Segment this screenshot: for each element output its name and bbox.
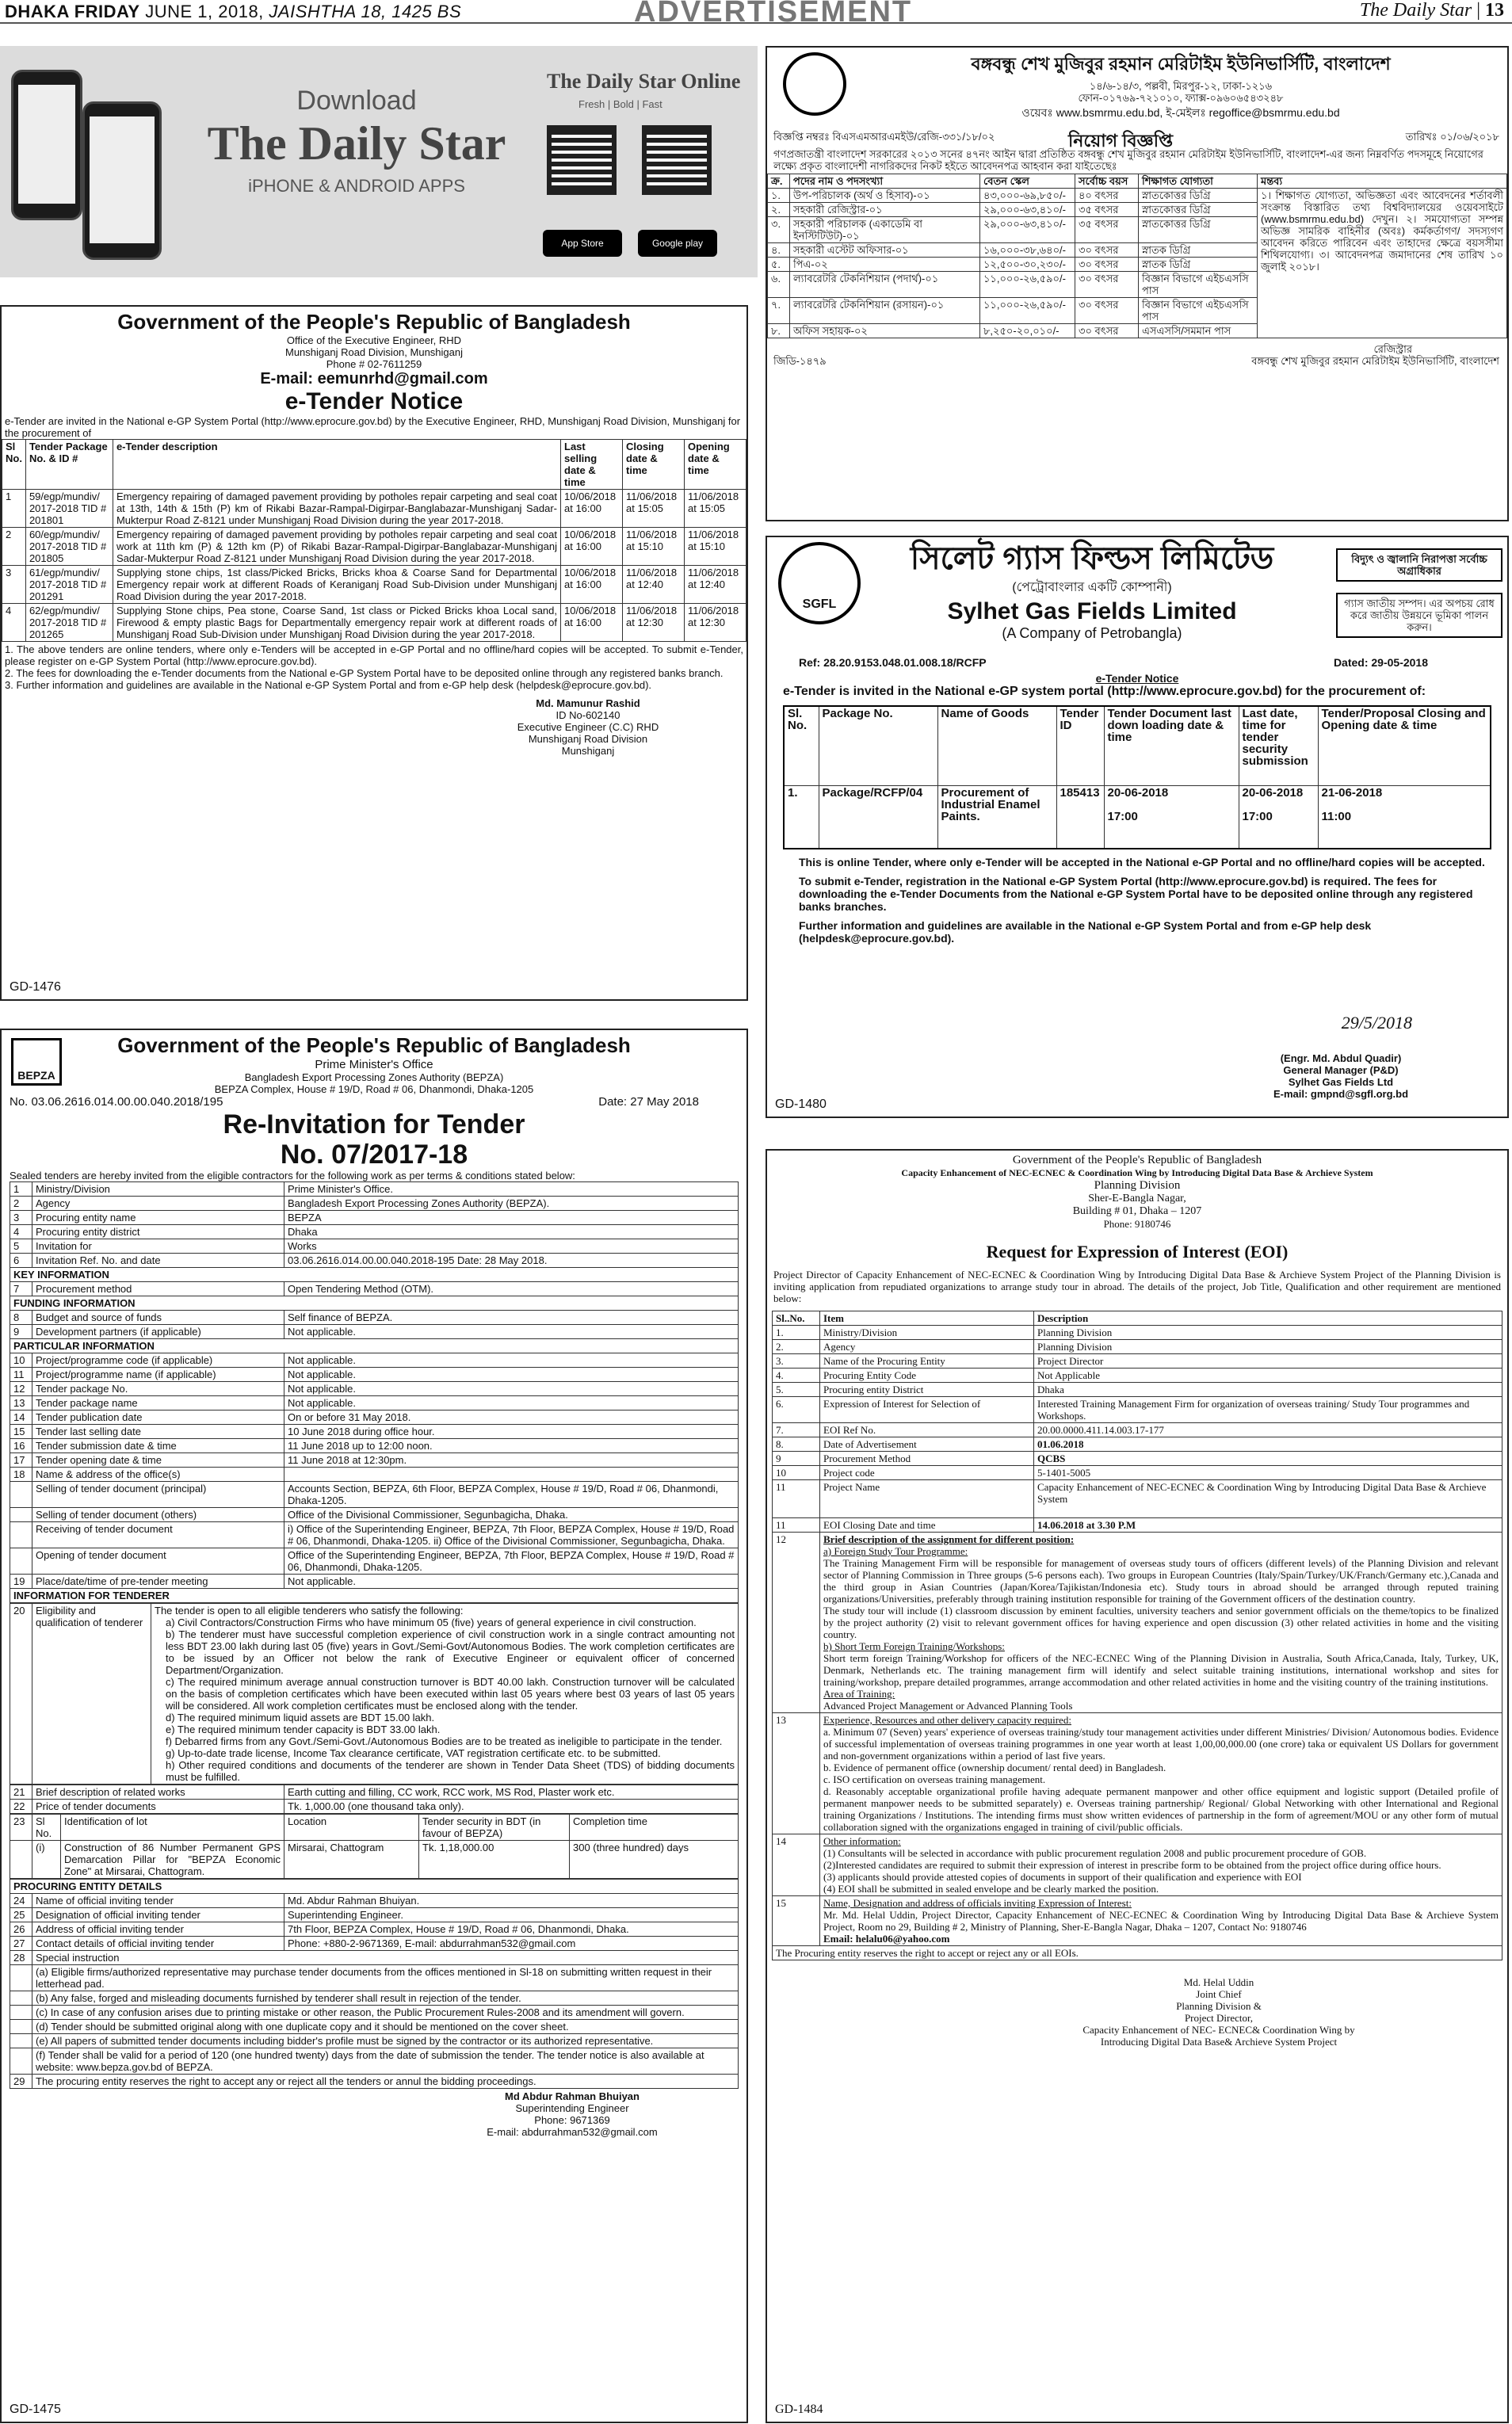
col-header: Tender Package No. & ID # bbox=[25, 440, 113, 490]
company-name-bn: সিলেট গ্যাস ফিল্ডস লিমিটেড bbox=[910, 541, 1274, 576]
table-row: PARTICULAR INFORMATION bbox=[10, 1339, 739, 1353]
table-row: Selling of tender document (principal) Accounts Section, BEPZA, 6th Floor, BEPZA Complex, House # 19/D, Road # 06, Dhanmondi, Dhaka-1205. bbox=[10, 1482, 739, 1508]
table-row: 13 Tender package name Not applicable. bbox=[10, 1396, 739, 1411]
slogan-box: বিদ্যুৎ ও জ্বালানি নিরাপত্তা সর্বোচ্চ অগ্রাধিকার bbox=[1336, 548, 1502, 582]
note: Further information and guidelines are available in the National e-GP System Portal and from e-GP help desk (helpdesk@eprocure.gov.bd). bbox=[799, 919, 1372, 945]
note: To submit e-Tender, registration in the National e-GP System Portal (http://www.eprocure.gov.bd) is required. The fees for downloading the e-Tender Documents from the National e-GP System Portal have to be deposited online through any registered banks branches. bbox=[799, 875, 1473, 913]
table-row: 3 61/egp/mundiv/ 2017-2018 TID # 201291 Supplying stone chips, 1st class/Picked Bricks, Bricks khoa & Coarse Sand for Departmental Emergency repair work at different Roads of Keraniganj Road Sub-Division under Munshiganj Road Division during the year 2017-2018. 10/06/2018 at 16:00 11/06/2018 at 12:40 11/06/2018 at 12:40 bbox=[2, 566, 746, 604]
table-row: 11 Project/programme name (if applicable) Not applicable. bbox=[10, 1368, 739, 1382]
eoi-notice bbox=[766, 1149, 1509, 2423]
gov-heading: Government of the People's Republic of Bangladesh bbox=[1012, 1154, 1262, 1166]
signature-block: (Engr. Md. Abdul Quadir) General Manager (P&D) Sylhet Gas Fields Ltd E-mail: gmpnd@sgfl.org.bd bbox=[1273, 1052, 1409, 1100]
gov-heading: Government of the People's Republic of Bangladesh bbox=[117, 310, 631, 334]
gov-heading: Government of the People's Republic of Bangladesh bbox=[117, 1033, 631, 1057]
sgfl-logo: SGFL bbox=[778, 542, 861, 624]
web-line: ওয়েবঃ www.bsmrmu.edu.bd, ই-মেইলঃ regoffice@bsmrmu.edu.bd bbox=[1021, 106, 1340, 119]
table-row: KEY INFORMATION bbox=[10, 1268, 739, 1282]
col-header: Last selling date & time bbox=[561, 440, 623, 490]
phone-line: ফোন-০১৭৬৯-৭২১০১০, ফ্যাক্স-০৯৬০৬৫৪৩২৪৮ bbox=[1078, 92, 1284, 104]
address-line: Sher-E-Bangla Nagar, bbox=[1088, 1193, 1186, 1204]
signature-date: 29/5/2018 bbox=[1341, 1013, 1412, 1033]
eoi-table: Sl..No. Item Description 1. Ministry/Division Planning Division 2. Agency Planning Division 3. Name of the Procuring Entity Project Director 4. Procuring Entity Code Not Applicable 5. Procuring entity District Dhaka 6. Expression of Interest for Selection of Interested Training Management Firm for organization of overseas training/ Study Tour programmes and Workshops. 7. EOI Ref No. 20.00.0000.411.14.003.17-177 8. Date of Advertisement 01.06.2018 9 Procurement Method QCBS 10 Project code 5-1401-5005 11 Project Name Capacity Enhancement of NEC-ECNEC & Coordination Wing by Introducing Digital Data Base & Archieve System 11 EOI Closing Date and time 14.06.2018 at 3.30 P.M 12 Brief description of the assignment for different position: a) Foreign Study Tour Programme: The Training Management Firm will be responsible for management of overseas study tours of officers (different levels) of the Planning Division and relevant sector of Planning Commission in Three groups (5-6 persons each). Two groups in European Countries (Italy/Spain/Turkey/UK/Franch/Germany etc.),Canada and the third group in Asian Countries (Japan/Korea/Tajikistan/Indonesia etc). Study tours in abroad should be arranged through reputed training organizations/Universities, preferably through training institution responsible for training of the Government officers of the destination country. The study tour will include (1) classroom discussion by eminent faculties, university teachers and senior government officials on the theme/topics to be finalized by the project authority (2) visit to relevant government offices for having experience and open discussion (3) other related activities in home and the visiting country. b) Short Term Foreign Training/Workshops: Short term foreign Training/Workshop for officers of the NEC-ECNEC Wing of the Planning Division in Australia, South Africa,Canada, Italy, Turkey, UK, Denmark, Netherlands etc. The training management firm will identify and select suitable training institutions, international workshop and sites for training/workshop, prepare detailed programmes, arrange accommodation and other related activities in home and the visiting country of the training institutions. Area of Training: Advanced Project Management or Advanced Planning Tools 13 Experience, Resources and other delivery capacity required: a. Minimum 07 (Seven) years' experience of overseas training/study tour management activities under different Ministries/ Division/ Autonomous bodies. Evidence of successful implementation of overseas training programmes in one year worth at least 1,00,00,000.00 (one crore) taka or equivalent US Dollars for government and non-government organizations within a period of last five years. b. Evidence of permanent office (ownership document/ rental deed) in Bangladesh. c. ISO certification on overseas training management. d. Reasonably acceptable organizational profile having adequate permanent manpower and other office equipment and logistic support (Detailed profile of permanent manpower needs to be submitted separately) e. Overseas training partnership/ Regional/ Global Networking with other International and Regional training Organizations / Institutions. The intending firms must show written evidences of partnership in the form of agreement/MOU or any other form of mutual collaboration signed with the organizations engaged in training of civil/public officials. 14 Other information: (1) Consultants will be selected in accordance with public procurement regulation 2008 and public procurement procedure of GOB. (2)Interested candidates are required to submit their expression of interest in prescribe form to be obtained from the project office during office hours. (3) applicants should provide attested copies of documents in support of their qualification and experience with EOI (4) EOI shall be submitted in sealed envelope and be clearly marked the position. 15 Name, Designation and address of officials inviting Expression of Interest: Mr. Md. Helal Uddin, Project Director, Capacity Enhancement of NEC-ECNEC & Coordination Wing by Introducing Digital Data Base & Archieve System Project, Room no 29, Building # 2, Ministry of Planning, Sher-E-Bangla Nagar, Dhaka – 1207, Contact No: 9180746 Email: helalu06@yahoo.com The Procuring entity reserves the right to accept or reject any or all EOIs. bbox=[772, 1311, 1502, 1960]
col-header: Closing date & time bbox=[623, 440, 685, 490]
signature-block: Md Abdur Rahman Bhuiyan Superintending Engineer Phone: 9671369 E-mail: abdurrahman532@gmail.com bbox=[487, 2090, 658, 2138]
gd-code: GD-1475 bbox=[10, 2403, 61, 2416]
table-row: 7 Procurement method Open Tendering Method (OTM). bbox=[10, 1282, 739, 1296]
notice-date: Dated: 29-05-2018 bbox=[1333, 656, 1428, 669]
phone-line: Phone: 9180746 bbox=[1103, 1218, 1171, 1230]
qr-code-icon bbox=[642, 125, 712, 195]
office-line: Munshiganj Road Division, Munshiganj bbox=[284, 346, 463, 358]
project-heading: Capacity Enhancement of NEC-ECNEC & Coordination Wing by Introducing Digital Data Base & Archieve System bbox=[901, 1167, 1373, 1178]
table-row: Selling of tender document (others) Office of the Divisional Commissioner, Segunbagicha, Dhaka. bbox=[10, 1508, 739, 1522]
app-store-badge[interactable]: App Store bbox=[543, 230, 622, 257]
daily-star-app-ad bbox=[0, 46, 758, 277]
address-line: Building # 01, Dhaka – 1207 bbox=[1072, 1205, 1202, 1217]
table-row: 2 Agency Bangladesh Export Processing Zones Authority (BEPZA). bbox=[10, 1197, 739, 1211]
division: Planning Division bbox=[1094, 1179, 1181, 1192]
table-row: 18 Name & address of the office(s) bbox=[10, 1468, 739, 1482]
post-table: ক্র. পদের নাম ও পদসংখ্যা বেতন স্কেল সর্বোচ্চ বয়স শিক্ষাগত যোগ্যতা মন্তব্য ১. উপ-পরিচালক (অর্থ ও হিসাব)-০১ ৪৩,০০০-৬৯,৮৫০/- ৪০ বৎসর স্নাতকোত্তর ডিগ্রি ১। শিক্ষাগত যোগ্যতা, অভিজ্ঞতা এবং আবেদনের শর্তাবলী সংক্রান্ত বিস্তারিত তথ্য বিশ্ববিদ্যালয়ের ওয়েবসাইটে (www.bsmrmu.edu.bd) দেখুন। ২। সমযোগ্যতা সম্পন্ন অভিজ্ঞ সামরিক বাহিনীর (অবঃ) কর্মকর্তাগণ/ সদস্যগণ আবেদন করিতে পারিবেন এবং তাহাদের ক্ষেত্রে বয়সসীমা শিথিলযোগ্য। ৩। আবেদনপত্র জমাদানের শেষ তারিখ ১০ জুলাই ২০১৮। ২. সহকারী রেজিস্ট্রার-০১ ২৯,০০০-৬৩,৪১০/- ৩৫ বৎসর স্নাতকোত্তর ডিগ্রি ৩. সহকারী পরিচালক (একাডেমি বা ইনস্টিটিউট)-০১ ২৯,০০০-৬৩,৪১০/- ৩৫ বৎসর স্নাতকোত্তর ডিগ্রি ৪. সহকারী এস্টেট অফিসার-০১ ১৬,০০০-৩৮,৬৪০/- ৩০ বৎসর স্নাতক ডিগ্রি ৫. পিএ-০২ ১২,৫০০-৩০,২৩০/- ৩০ বৎসর স্নাতক ডিগ্রি ৬. ল্যাবরেটরি টেকনিশিয়ান (পদার্থ)-০১ ১১,০০০-২৬,৫৯০/- ৩০ বৎসর বিজ্ঞান বিভাগে এইচএসসি পাস ৭. ল্যাবরেটরি টেকনিশিয়ান (রসায়ন)-০১ ১১,০০০-২৬,৫৯০/- ৩০ বৎসর বিজ্ঞান বিভাগে এইচএসসি পাস ৮. অফিস সহায়ক-০২ ৮,২৫০-২০,০১০/- ৩০ বৎসর এসএসসি/সমমান পাস bbox=[767, 174, 1507, 338]
company-name: Sylhet Gas Fields Limited bbox=[947, 598, 1237, 624]
table-row: 4 62/egp/mundiv/ 2017-2018 TID # 201265 Supplying Stone chips, Pea stone, Coarse Sand, 1st class or Picked Bricks khoa Local sand, Firewood & empty plastic Bags for Departmentally emergency repair work at different roads of Munshiganj Road Sub-Division under Munshiganj Road Division during the year 2017-2018. 10/06/2018 at 16:00 11/06/2018 at 12:30 11/06/2018 at 12:30 bbox=[2, 604, 746, 642]
registrar: রেজিস্ট্রার bbox=[1373, 343, 1412, 355]
bsmrmu-recruitment-notice bbox=[766, 46, 1509, 521]
table-row: 6 Invitation Ref. No. and date 03.06.2616.014.00.00.040.2018-195 Date: 28 May 2018. bbox=[10, 1254, 739, 1268]
notice-title: নিয়োগ বিজ্ঞপ্তি bbox=[1068, 131, 1174, 151]
phone-illustration bbox=[82, 101, 162, 260]
table-row: 5 Invitation for Works bbox=[10, 1239, 739, 1254]
rhd-etender-notice: Government of the People's Republic of Bangladesh Office of the Executive Engineer, RHD Munshiganj Road Division, Munshiganj Phone # 02-7611259 E-mail: eemunrhd@gmail.com e-Tender Notice e-Tender are invited in the National e-GP System Portal (http://www.eprocure.gov.bd) by the Executive Engineer, RHD, Munshiganj Road Division, Munshiganj for the procurement of Sl No. Tender Package No. & ID # e-Tender description Last selling date & time Closing date & time Opening date & time 1 59/egp/mundiv/ 2017-2018 TID # 201801 Emergency repairing of damaged pavement providing by potholes repair carpeting and seal coat at 13th, 14th & 15th (P) km of Rikabi Bazar-Rampal-Digirpar-Banglabazar-Munshiganj Sadar-Mukterpur Road Z-8121 under Munshiganj Road Division during the year 2017-2018. 10/06/2018 at 16:00 11/06/2018 at 15:05 11/06/2018 at 15:05 2 60/egp/mundiv/ 2017-2018 TID # 201805 Emergency repairing of damaged pavement providing by potholes repair carpeting and seal coat work at 11th km (P) & 12th km (P) of Rikabi Bazar-Rampal-Digirpar-Banglabazar-Munshiganj Sadar-Mukterpur Road Z-8121 under Munshiganj Road Division during the year 2017-2018. 10/06/2018 at 16:00 11/06/2018 at 15:10 11/06/2018 at 15:10 3 61/egp/mundiv/ 2017-2018 TID # 201291 Supplying stone chips, 1st class/Picked Bricks, Bricks khoa & Coarse Sand for Departmental Emergency repair work at different Roads of Keraniganj Road Sub-Division under Munshiganj Road Division during the year 2017-2018. 10/06/2018 at 16:00 11/06/2018 at 12:40 11/06/2018 at 12:40 4 62/egp/mundiv/ 2017-2018 TID # 201265 Supplying Stone chips, Pea stone, Coarse Sand, 1st class or Picked Bricks khoa Local sand, Firewood & empty plastic Bags for Departmentally emergency repair work at different roads of Munshiganj Road Sub-Division under Munshiganj Road Division during the year 2017-2018. 10/06/2018 at 16:00 11/06/2018 at 12:30 11/06/2018 at 12:30 1. The above tenders are online tenders, where only e-Tenders will be accepted in e-GP Portal and no offline/hard copies will be accepted. To submit e-Tender, please register on e-GP System Portal (http://www.eprocure.gov.bd). 2. The fees for downloading the e-Tender documents from the National e-GP System Portal have to be deposited online through any registered banks branch. 3. Further information and guidelines are available in the National e-GP System Portal and from e-GP help desk (helpdesk@eprocure.gov.bd). Md. Mamunur Rashid ID No-602140 Executive Engineer (C.C) RHD Munshiganj Road Division Munshiganj GD-1476 bbox=[0, 305, 748, 1001]
university-seal-icon bbox=[783, 52, 846, 116]
remarks: ১। শিক্ষাগত যোগ্যতা, অভিজ্ঞতা এবং আবেদনের শর্তাবলী সংক্রান্ত বিস্তারিত তথ্য বিশ্ববিদ্যালয়ের ওয়েবসাইটে (www.bsmrmu.edu.bd) দেখুন। ২। সমযোগ্যতা সম্পন্ন অভিজ্ঞ সামরিক বাহিনীর (অবঃ) কর্মকর্তাগণ/ সদস্যগণ আবেদন করিতে পারিবেন এবং তাহাদের ক্ষেত্রে বয়সসীমা শিথিলযোগ্য। ৩। আবেদনপত্র জমাদানের শেষ তারিখ ১০ জুলাই ২০১৮। bbox=[1258, 189, 1507, 338]
table-row: 4 Procuring entity district Dhaka bbox=[10, 1225, 739, 1239]
tender-table bbox=[2, 439, 746, 642]
tender-info-table bbox=[10, 1181, 739, 1603]
gd-code: জিডি-১৪৭৯ bbox=[773, 355, 827, 367]
col-header: Opening date & time bbox=[685, 440, 746, 490]
qr-code-icon bbox=[547, 125, 617, 195]
table-row: 8 Budget and source of funds Self finance of BEPZA. bbox=[10, 1311, 739, 1325]
address-line: BEPZA Complex, House # 19/D, Road # 06, Dhanmondi, Dhaka-1205 bbox=[214, 1083, 534, 1095]
table-row: Opening of tender document Office of the Superintending Engineer, BEPZA, 7th Floor, BEPZA Complex, House # 19/D, Road # 06, Dhanmondi, Dhaka-1205. bbox=[10, 1548, 739, 1575]
gd-code: GD-1476 bbox=[10, 980, 61, 994]
company-sub: (A Company of Petrobangla) bbox=[1002, 625, 1182, 641]
tender-table: Sl. No. Package No. Name of Goods Tender ID Tender Document last down loading date & time Last date, time for tender security submission Tender/Proposal Closing and Opening date & time 1. Package/RCFP/04 Procurement of Industrial Enamel Paints. 185413 20-06-2018 17:00 20-06-2018 17:00 21-06-2018 11:00 bbox=[783, 705, 1491, 849]
phone-illustration bbox=[11, 70, 82, 220]
tagline: Fresh | Bold | Fast bbox=[578, 98, 662, 110]
google-play-badge[interactable]: Google play bbox=[638, 230, 717, 257]
intro-text: e-Tender is invited in the National e-GP system portal (http://www.eprocure.gov.bd) for the procurement of: bbox=[783, 685, 1426, 698]
lot-table: 23 Sl No. Identification of lot Location Tender security in BDT (in favour of BEPZA) Completion time (i) Construction of 86 Number Permanent GPS Demarcation Pillar for "BEPZA Economic Zone" at Mirsarai, Chattogram. Mirsarai, Chattogram Tk. 1,18,000.00 300 (three hundred) days bbox=[10, 1814, 739, 1879]
intro-text: গণপ্রজাতন্ত্রী বাংলাদেশ সরকারের ২০১৩ সনের ৪৭নং আইন দ্বারা প্রতিষ্ঠিত বঙ্গবন্ধু শেখ মুজিবুর রহমান মেরিটাইম ইউনিভার্সিটি, বাংলাদেশ-এর জন্য নিম্নবর্ণিত পদসমূহে নিয়োগের লক্ষ্যে প্রকৃত বাংলাদেশী নাগরিকদের নিকট হইতে আবেদনপত্র আহবান করা যাইতেছেঃ bbox=[773, 148, 1483, 172]
masthead-page: The Daily Star | 13 bbox=[1359, 0, 1504, 21]
daily-star-online: The Daily Star Online bbox=[547, 70, 741, 93]
table-row: 3 Procuring entity name BEPZA bbox=[10, 1211, 739, 1225]
gd-code: GD-1480 bbox=[775, 1097, 827, 1111]
signature-block: Md. Mamunur Rashid bbox=[536, 697, 640, 709]
intro-text: Sealed tenders are hereby invited from the eligible contractors for the following work as per terms & conditions stated below: bbox=[10, 1170, 575, 1181]
phone-line: Phone # 02-7611259 bbox=[326, 358, 422, 370]
signature-block: Md. Helal Uddin Joint Chief Planning Division & Project Director, Capacity Enhancement of NEC- ECNEC& Coordination Wing by Introducing Digital Data Base& Archieve System Project bbox=[1082, 1976, 1355, 2048]
table-row: 16 Tender submission date & time 11 June 2018 up to 12:00 noon. bbox=[10, 1439, 739, 1453]
table-row: 10 Project/programme code (if applicable) Not applicable. bbox=[10, 1353, 739, 1368]
col-header: e-Tender description bbox=[113, 440, 560, 490]
office-line: Office of the Executive Engineer, RHD bbox=[286, 334, 462, 346]
university-name: বঙ্গবন্ধু শেখ মুজিবুর রহমান মেরিটাইম ইউনিভার্সিটি, বাংলাদেশ bbox=[971, 54, 1391, 74]
slogan-box: গ্যাস জাতীয় সম্পদ। এর অপচয় রোধ করে জাতীয় উন্নয়নে ভূমিকা পালন করুন। bbox=[1336, 593, 1502, 638]
table-row: 12 Tender package No. Not applicable. bbox=[10, 1382, 739, 1396]
table-row: INFORMATION FOR TENDERER bbox=[10, 1589, 739, 1603]
gd-code: GD-1484 bbox=[775, 2403, 823, 2416]
bepza-logo: BEPZA bbox=[11, 1038, 62, 1086]
table-row: 2 60/egp/mundiv/ 2017-2018 TID # 201805 Emergency repairing of damaged pavement providing by potholes repair carpeting and seal coat work at 11th km (P) & 12th km (P) of Rikabi Bazar-Rampal-Digirpar-Banglabazar-Munshiganj Sadar-Mukterpur Road Z-8121 under Munshiganj Road Division during the year 2017-2018. 10/06/2018 at 16:00 11/06/2018 at 15:10 11/06/2018 at 15:10 bbox=[2, 528, 746, 566]
memo-no: বিজ্ঞপ্তি নম্বরঃ বিএসএমআরএমইউ/রেজি-৩৩১/১৮/০২ bbox=[773, 131, 995, 143]
download-text: Download bbox=[296, 86, 417, 116]
table-row: 17 Tender opening date & time 11 June 2018 at 12:30pm. bbox=[10, 1453, 739, 1468]
eligibility-table: 20 Eligibility and qualification of tenderer The tender is open to all eligible tenderers who satisfy the following: a) Civil Contractors/Construction Firms who have minimum 05 (five) years of general experience in civil construction. b) The tenderer must have successful completion experience of civil construction work in a single contract amounting not less BDT 23.00 lakh during last 05 (five) years in Govt./Semi-Govt/Autonomous Bodies. The work completion certificates are to be issued by an Officer not below the rank of Executive Engineer or equivalent officer of concerned Department/Organization. c) The required minimum average annual construction turnover is BDT 40.00 lakh. Construction turnover will be calculated on the basis of completion certificates which have been executed within last 05 years where best 03 years of last 05 years will be considered. All work completion certificates must be enclosed along with the tender. d) The required minimum liquid assets are BDT 15.00 lakh. e) The required minimum tender capacity is BDT 33.00 lakh. f) Debarred firms from any Govt./Semi-Govt./Autonomous Bodies are to be treated as ineligible to participate in the tender. g) Up-to-date trade license, Income Tax clearance certificate, VAT registration certificate etc. to be submitted. h) Other required conditions and documents of the tenderer are shown in Tender Data Sheet (TDS) of bidding documents must be fulfilled. bbox=[10, 1603, 739, 1785]
table-row: 19 Place/date/time of pre-tender meeting Not applicable. bbox=[10, 1575, 739, 1589]
office-line: Prime Minister's Office bbox=[315, 1058, 433, 1071]
notice-title: Re-Invitation for Tender bbox=[223, 1109, 525, 1139]
notes: 1. The above tenders are online tenders, where only e-Tenders will be accepted in e-GP Portal and no offline/hard copies will be accepted. To submit e-Tender, please register on e-GP System Portal (http://www.eprocure.gov.bd). 2. The fees for downloading the e-Tender documents from the National e-GP System Portal have to be deposited online through any registered banks branch. 3. Further information and guidelines are available in the National e-GP System Portal and from e-GP help desk (helpdesk@eprocure.gov.bd). bbox=[5, 643, 743, 691]
email-line: E-mail: eemunrhd@gmail.com bbox=[260, 370, 488, 387]
ref-no: No. 03.06.2616.014.00.00.040.2018/195 bbox=[10, 1095, 223, 1109]
page-dateline: DHAKA FRIDAY JUNE 1, 2018, JAISHTHA 18, 1425 BS bbox=[5, 2, 462, 21]
table-row: FUNDING INFORMATION bbox=[10, 1296, 739, 1311]
intro-text: Project Director of Capacity Enhancement of NEC-ECNEC & Coordination Wing by Introducing Digital Data Base & Archieve System Project of the Planning Division is inviting application from repudiated organizations to arrange study tour in abroad. The details of the project, Job Title, Qualification and other requirement are mentioned below: bbox=[773, 1269, 1501, 1304]
apps-text: iPHONE & ANDROID APPS bbox=[248, 176, 465, 196]
table-row: 9 Development partners (if applicable) Not applicable. bbox=[10, 1325, 739, 1339]
table-row: 1 Ministry/Division Prime Minister's Office. bbox=[10, 1182, 739, 1197]
table-row: Receiving of tender document i) Office of the Superintending Engineer, BEPZA, 7th Floor, BEPZA Complex, House # 19/D, Road # 06, Dhanmondi, Dhaka-1205. ii) Office of the Divisional Commissioner, Segunbagicha, Dhaka. bbox=[10, 1522, 739, 1548]
notice-title: e-Tender Notice bbox=[284, 388, 464, 414]
company-sub-bn: (পেট্রোবাংলার একটি কোম্পানী) bbox=[1012, 581, 1172, 594]
authority-line: Bangladesh Export Processing Zones Authority (BEPZA) bbox=[244, 1071, 504, 1083]
notice-title: e-Tender Notice bbox=[1095, 672, 1179, 685]
address-line: ১৪/৬-১৪/৩, পল্লবী, মিরপুর-১২, ঢাকা-১২১৬ bbox=[1089, 80, 1273, 92]
daily-star-brand: The Daily Star bbox=[207, 117, 506, 170]
table-row: 1 59/egp/mundiv/ 2017-2018 TID # 201801 Emergency repairing of damaged pavement providing by potholes repair carpeting and seal coat at 13th, 14th & 15th (P) km of Rikabi Bazar-Rampal-Digirpar-Banglabazar-Munshiganj Sadar-Mukterpur Road Z-8121 under Munshiganj Road Division during the year 2017-2018. 10/06/2018 at 16:00 11/06/2018 at 15:05 11/06/2018 at 15:05 bbox=[2, 490, 746, 528]
notice-number: No. 07/2017-18 bbox=[280, 1139, 468, 1170]
registrar-org: বঙ্গবন্ধু শেখ মুজিবুর রহমান মেরিটাইম ইউনিভার্সিটি, বাংলাদেশ bbox=[1251, 355, 1499, 367]
section-title: ADVERTISEMENT bbox=[634, 0, 913, 29]
notice-date: Date: 27 May 2018 bbox=[598, 1095, 699, 1109]
bepza-tender-notice: BEPZA Government of the People's Republic of Bangladesh Prime Minister's Office Bangladesh Export Processing Zones Authority (BEPZA) BEPZA Complex, House # 19/D, Road # 06, Dhanmondi, Dhaka-1205 No. 03.06.2616.014.00.00.040.2018/195 Date: 27 May 2018 Re-Invitation for Tender No. 07/2017-18 Sealed tenders are hereby invited from the eligible contractors for the following work as per terms & conditions stated below: 1 Ministry/Division Prime Minister's Office. 2 Agency Bangladesh Export Processing Zones Authority (BEPZA). 3 Procuring entity name BEPZA 4 Procuring entity district Dhaka 5 Invitation for Works 6 Invitation Ref. No. and date 03.06.2616.014.00.00.040.2018-195 Date: 28 May 2018. KEY INFORMATION 7 Procurement method Open Tendering Method (OTM). FUNDING INFORMATION 8 Budget and source of funds Self finance of BEPZA. 9 Development partners (if applicable) Not applicable. PARTICULAR INFORMATION 10 Project/programme code (if applicable) Not applicable. 11 Project/programme name (if applicable) Not applicable. 12 Tender package No. Not applicable. 13 Tender package name Not applicable. 14 Tender publication date On or before 31 May 2018. 15 Tender last selling date 10 June 2018 during office hour. 16 Tender submission date & time 11 June 2018 up to 12:00 noon. 17 Tender opening date & time 11 June 2018 at 12:30pm. 18 Name & address of the office(s) Selling of tender document (principal) Accounts Section, BEPZA, 6th Floor, BEPZA Complex, House # 19/D, Road # 06, Dhanmondi, Dhaka-1205. Selling of tender document (others) Office of the Divisional Commissioner, Segunbagicha, Dhaka. Receiving of tender document i) Office of the Superintending Engineer, BEPZA, 7th Floor, BEPZA Complex, House # 19/D, Road # 06, Dhanmondi, Dhaka-1205. ii) Office of the Divisional Commissioner, Segunbagicha, Dhaka. Opening of tender document Office of the Superintending Engineer, BEPZA, 7th Floor, BEPZA Complex, House # 19/D, Road # 06, Dhanmondi, Dhaka-1205. 19 Place/date/time of pre-tender meeting Not applicable. INFORMATION FOR TENDERER 20 Eligibility and qualification of tenderer The tender is open to all eligible tenderers who satisfy the following: a) Civil Contractors/Construction Firms who have minimum 05 (five) years of general experience in civil construction. b) The tenderer must have successful completion experience of civil construction work in a single contract amounting not less BDT 23.00 lakh during last 05 (five) years in Govt./Semi-Govt/Autonomous Bodies. The work completion certificates are to be issued by an Officer not below the rank of Executive Engineer or equivalent officer of concerned Department/Organization. c) The required minimum average annual construction turnover is BDT 40.00 lakh. Construction turnover will be calculated on the basis of completion certificates which have been executed within last 05 years where best 03 years of last 05 years will be considered. All work completion certificates must be enclosed along with the tender. d) The required minimum liquid assets are BDT 15.00 lakh. e) The required minimum tender capacity is BDT 33.00 lakh. f) Debarred firms from any Govt./Semi-Govt./Autonomous Bodies are to be treated as ineligible to participate in the tender. g) Up-to-date trade license, Income Tax clearance certificate, VAT registration certificate etc. to be submitted. h) Other required conditions and documents of the tenderer are shown in Tender Data Sheet (TDS) of bidding documents must be fulfilled. 21 Brief description of related works Earth cutting and filling, CC work, RCC work, MS Rod, Plaster work etc. 22 Price of tender documents Tk. 1,000.00 (one thousand taka only). 23 Sl No. Identification of lot Location Tender security in BDT (in favour of BEPZA) Completion time (i) Construction of 86 Number Permanent GPS Demarcation Pillar for "BEPZA Economic Zone" at Mirsarai, Chattogram. Mirsarai, Chattogram Tk. 1,18,000.00 300 (three hundred) days PROCURING ENTITY DETAILS 24 Name of official inviting tender Md. Abdur Rahman Bhuiyan. 25 Designation of official inviting tender Superintending Engineer. 26 Address of official inviting tender 7th Floor, BEPZA Complex, House # 19/D, Road # 06, Dhanmondi, Dhaka. 27 Contact details of official inviting tender Phone: +880-2-9671369, E-mail: abdurrahman532@gmail.com 28 Special instruction (a) Eligible firms/authorized representative may purchase tender documents from the offices mentioned in Sl-18 on submitting written request in their letterhead pad. (b) Any false, forged and misleading documents furnished by tenderer shall result in rejection of the tender. (c) In case of any confusion arises due to printing mistake or other reason, the Public Procurement Rules-2008 and its amendment will govern. (d) Tender should be submitted original along with one duplicate copy and it should be mentioned on the cover sheet. (e) All papers of submitted tender documents including bidder's profile must be signed by the contractor or its authorized representative. (f) Tender shall be valid for a period of 120 (one hundred twenty) days from the date of submission the tender. The tender notice is also available at website: www.bepza.gov.bd of BEPZA. 29 The procuring entity reserves the right to accept any or reject all the tenders or annul the bidding proceedings. Md Abdur Rahman Bhuiyan Superintending Engineer Phone: 9671369 E-mail: abdurrahman532@gmail.com GD-1475 bbox=[0, 1029, 748, 2423]
note: This is online Tender, where only e-Tender will be accepted in the National e-GP Portal and no offline/hard copies will be accepted. bbox=[799, 856, 1485, 868]
ref-no: Ref: 28.20.9153.048.01.008.18/RCFP bbox=[799, 656, 987, 669]
notice-title: Request for Expression of Interest (EOI) bbox=[986, 1242, 1289, 1262]
intro-text: e-Tender are invited in the National e-GP System Portal (http://www.eprocure.gov.bd) by the Executive Engineer, RHD, Munshiganj Road Division, Munshiganj for the procurement of bbox=[5, 415, 741, 439]
sgfl-etender-notice bbox=[766, 536, 1509, 1118]
col-header: Sl No. bbox=[2, 440, 26, 490]
table-row: 14 Tender publication date On or before 31 May 2018. bbox=[10, 1411, 739, 1425]
table-row: 15 Tender last selling date 10 June 2018 during office hour. bbox=[10, 1425, 739, 1439]
notice-date: তারিখঃ ০১/০৬/২০১৮ bbox=[1405, 131, 1499, 143]
